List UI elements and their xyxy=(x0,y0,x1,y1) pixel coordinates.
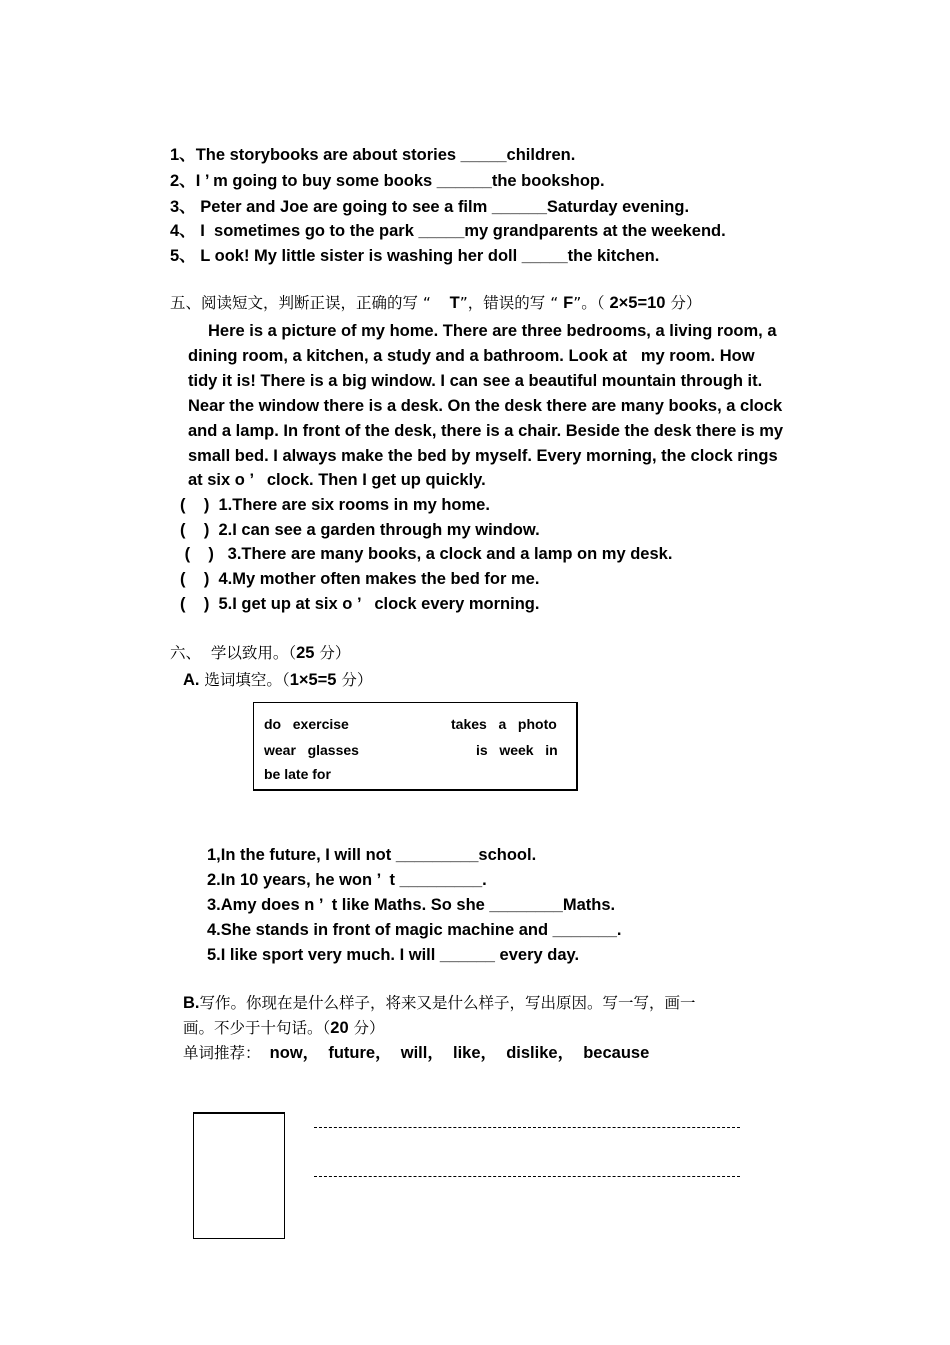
section6-heading: 六、 学以致用。（25 分） xyxy=(170,644,351,662)
fill-in-item-4: 4、 I sometimes go to the park _____my grandparents at the weekend. xyxy=(170,222,726,240)
part-b-heading-line2: 画。不少于十句话。（20 分） xyxy=(183,1019,385,1037)
word-box-r2-left: wear glasses xyxy=(264,742,359,758)
word-box-r3-left: be late for xyxy=(264,766,331,782)
tf-statement-1[interactable]: ( ) 1.There are six rooms in my home. xyxy=(180,496,490,514)
part-a-sentence-4: 4.She stands in front of magic machine and _______. xyxy=(207,921,622,939)
passage-line-3: tidy it is! There is a big window. I can see a beautiful mountain through it. xyxy=(188,372,763,390)
word-box-r1-left: do exercise xyxy=(264,716,349,732)
passage-line-5: and a lamp. In front of the desk, there is a chair. Beside the desk there is my xyxy=(188,422,784,440)
fill-in-item-1: 1、The storybooks are about stories _____children. xyxy=(170,146,576,164)
drawing-box[interactable] xyxy=(193,1112,285,1239)
section5-heading: 五、阅读短文，判断正误，正确的写 “ T”，错误的写 “ F”。（ 2×5=10 分） xyxy=(170,294,702,312)
tf-statement-3[interactable]: ( ) 3.There are many books, a clock and a lamp on my desk. xyxy=(180,545,673,563)
writing-line-2[interactable] xyxy=(314,1176,740,1177)
writing-line-1[interactable] xyxy=(314,1127,740,1128)
fill-in-item-5: 5、 L ook! My little sister is washing her doll _____the kitchen. xyxy=(170,247,660,265)
part-a-sentence-1: 1,In the future, I will not _________school. xyxy=(207,846,537,864)
passage-line-7: at six o ’ clock. Then I get up quickly. xyxy=(188,471,486,489)
part-a-heading: A. 选词填空。（1×5=5 分） xyxy=(183,671,373,689)
passage-line-6: small bed. I always make the bed by myself. Every morning, the clock rings xyxy=(188,447,778,465)
word-box-r2-right: is week in xyxy=(476,742,558,758)
word-recommendation: 单词推荐： now， future， will， like， dislike， because xyxy=(183,1044,650,1062)
passage-line-4: Near the window there is a desk. On the desk there are many books, a clock xyxy=(188,397,783,415)
tf-statement-2[interactable]: ( ) 2.I can see a garden through my window. xyxy=(180,521,540,539)
part-a-sentence-3: 3.Amy does n ’ t like Maths. So she ________Maths. xyxy=(207,896,616,914)
passage-line-2: dining room, a kitchen, a study and a bathroom. Look at my room. How xyxy=(188,347,755,365)
fill-in-item-3: 3、 Peter and Joe are going to see a film ______Saturday evening. xyxy=(170,198,690,216)
fill-in-item-2: 2、I ’ m going to buy some books ______the bookshop. xyxy=(170,172,605,190)
tf-statement-5[interactable]: ( ) 5.I get up at six o ’ clock every morning. xyxy=(180,595,540,613)
word-box xyxy=(253,702,578,791)
part-b-heading-line1: B.写作。你现在是什么样子，将来又是什么样子，写出原因。写一写，画一 xyxy=(183,994,696,1012)
part-a-sentence-5: 5.I like sport very much. I will ______ every day. xyxy=(207,946,580,964)
tf-statement-4[interactable]: ( ) 4.My mother often makes the bed for me. xyxy=(180,570,540,588)
passage-line-1: Here is a picture of my home. There are three bedrooms, a living room, a xyxy=(208,322,777,340)
part-a-sentence-2: 2.In 10 years, he won ’ t _________. xyxy=(207,871,487,889)
word-box-r1-right: takes a photo xyxy=(451,716,557,732)
